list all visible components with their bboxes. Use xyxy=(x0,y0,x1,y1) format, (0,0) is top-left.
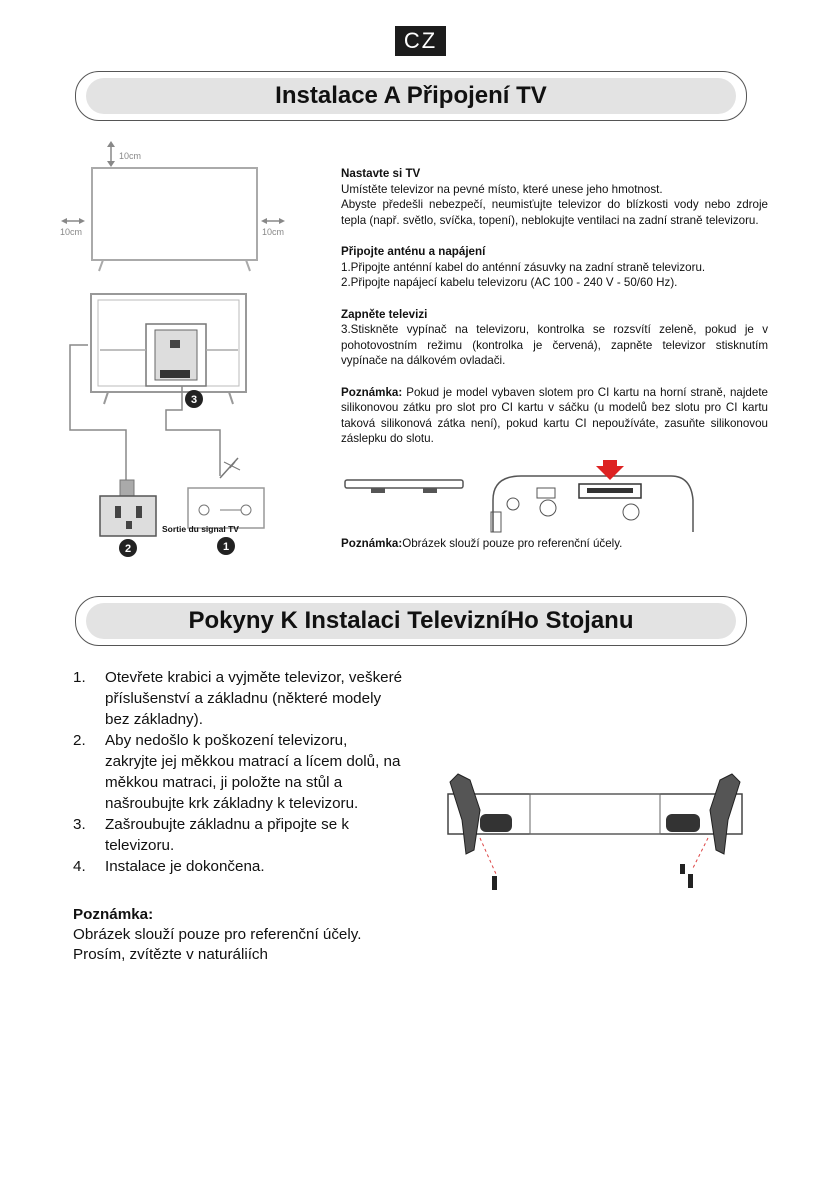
language-badge: CZ xyxy=(395,26,446,56)
step-item xyxy=(73,667,403,730)
step-text: Zašroubujte základnu a připojte se k televizoru. xyxy=(105,816,349,854)
stand-note-label: Poznámka: xyxy=(73,906,154,923)
screw-icon xyxy=(680,864,685,874)
step-number: 4. xyxy=(73,858,86,875)
stand-note-line-2: Prosím, zvítězte v naturáliích xyxy=(73,946,268,963)
step-item xyxy=(73,730,403,814)
marker-3: 3 xyxy=(190,394,198,406)
ci-slot-diagram xyxy=(341,460,701,540)
step-text: Instalace je dokončena. xyxy=(105,858,265,875)
clearance-right-label: 10cm xyxy=(262,227,285,237)
antenna-line-1: 1.Připojte anténní kabel do anténní zásuvky na zadní straně televizoru. xyxy=(341,260,706,274)
stand-installation-diagram xyxy=(440,770,750,900)
step-number: 3. xyxy=(73,816,86,833)
reference-note-text: Obrázek slouží pouze pro referenční účely. xyxy=(402,537,623,550)
section-title-stand: Pokyny K Instalaci TelevizníHo Stojanu xyxy=(86,603,736,639)
stand-note-line-1: Obrázek slouží pouze pro referenční účely. xyxy=(73,926,362,943)
screw-icon xyxy=(492,876,497,890)
setup-heading: Nastavte si TV xyxy=(341,167,421,180)
ci-note-text: Pokud je model vybaven slotem pro CI kartu na horní straně, najdete silikonovou zátku pro slot pro CI kartu v sáčku (u modelů bez slotu pro CI kartu taková silikonová zátka není), pokud kartu CI nepoužíváte, zasuňte silikonovou záslepku do slotu. xyxy=(341,385,768,445)
setup-line-1: Umístěte televizor na pevné místo, které unese jeho hmotnost. xyxy=(341,182,663,196)
stand-steps-list xyxy=(73,667,403,877)
tv-front-clearance-diagram xyxy=(55,140,295,280)
step-number: 2. xyxy=(73,732,86,749)
tv-rear-connection-diagram xyxy=(60,290,280,570)
ci-note-label: Poznámka: xyxy=(341,385,403,399)
reference-note xyxy=(341,537,622,550)
setup-line-2: Abyste předešli nebezpečí, neumisťujte televizor do blízkosti vody nebo zdroje tepla (např. světlo, svíčka, topení), neblokujte ventilaci na zadní straně televizoru. xyxy=(341,198,768,227)
antenna-heading: Připojte anténu a napájení xyxy=(341,245,486,258)
step-text: Aby nedošlo k poškození televizoru, zakryjte jej měkkou matrací a lícem dolů, na měkkou matraci, ji položte na stůl a našroubujte krk základny k televizoru. xyxy=(105,732,401,812)
signal-label: Sortie du signal TV xyxy=(162,524,239,534)
antenna-line-2: 2.Připojte napájecí kabelu televizoru (AC 100 - 240 V - 50/60 Hz). xyxy=(341,276,678,289)
stand-note xyxy=(73,905,433,965)
setup-instructions xyxy=(341,166,768,447)
marker-1: 1 xyxy=(222,541,230,553)
step-item xyxy=(73,814,403,856)
reference-note-label: Poznámka: xyxy=(341,537,403,550)
section-banner-stand xyxy=(75,596,747,646)
power-on-heading: Zapněte televizi xyxy=(341,307,428,321)
screw-icon xyxy=(688,874,693,888)
power-on-text: 3.Stiskněte vypínač na televizoru, kontrolka se rozsvítí zeleně, pokud je v pohotovostním režimu (kontrolka je červená), zapněte televizor stisknutím vypínače na dálkovém ovladači. xyxy=(341,323,768,367)
marker-2: 2 xyxy=(124,543,132,555)
power-socket-icon xyxy=(100,496,156,536)
clearance-left-label: 10cm xyxy=(60,227,83,237)
section-title-installation: Instalace A Připojení TV xyxy=(86,78,736,114)
step-item xyxy=(73,856,403,877)
section-banner-installation xyxy=(75,71,747,121)
step-text: Otevřete krabici a vyjměte televizor, veškeré příslušenství a základnu (některé modely bez základny). xyxy=(105,669,403,728)
ci-note xyxy=(341,385,768,447)
step-number: 1. xyxy=(73,669,86,686)
clearance-top-label: 10cm xyxy=(119,151,142,161)
